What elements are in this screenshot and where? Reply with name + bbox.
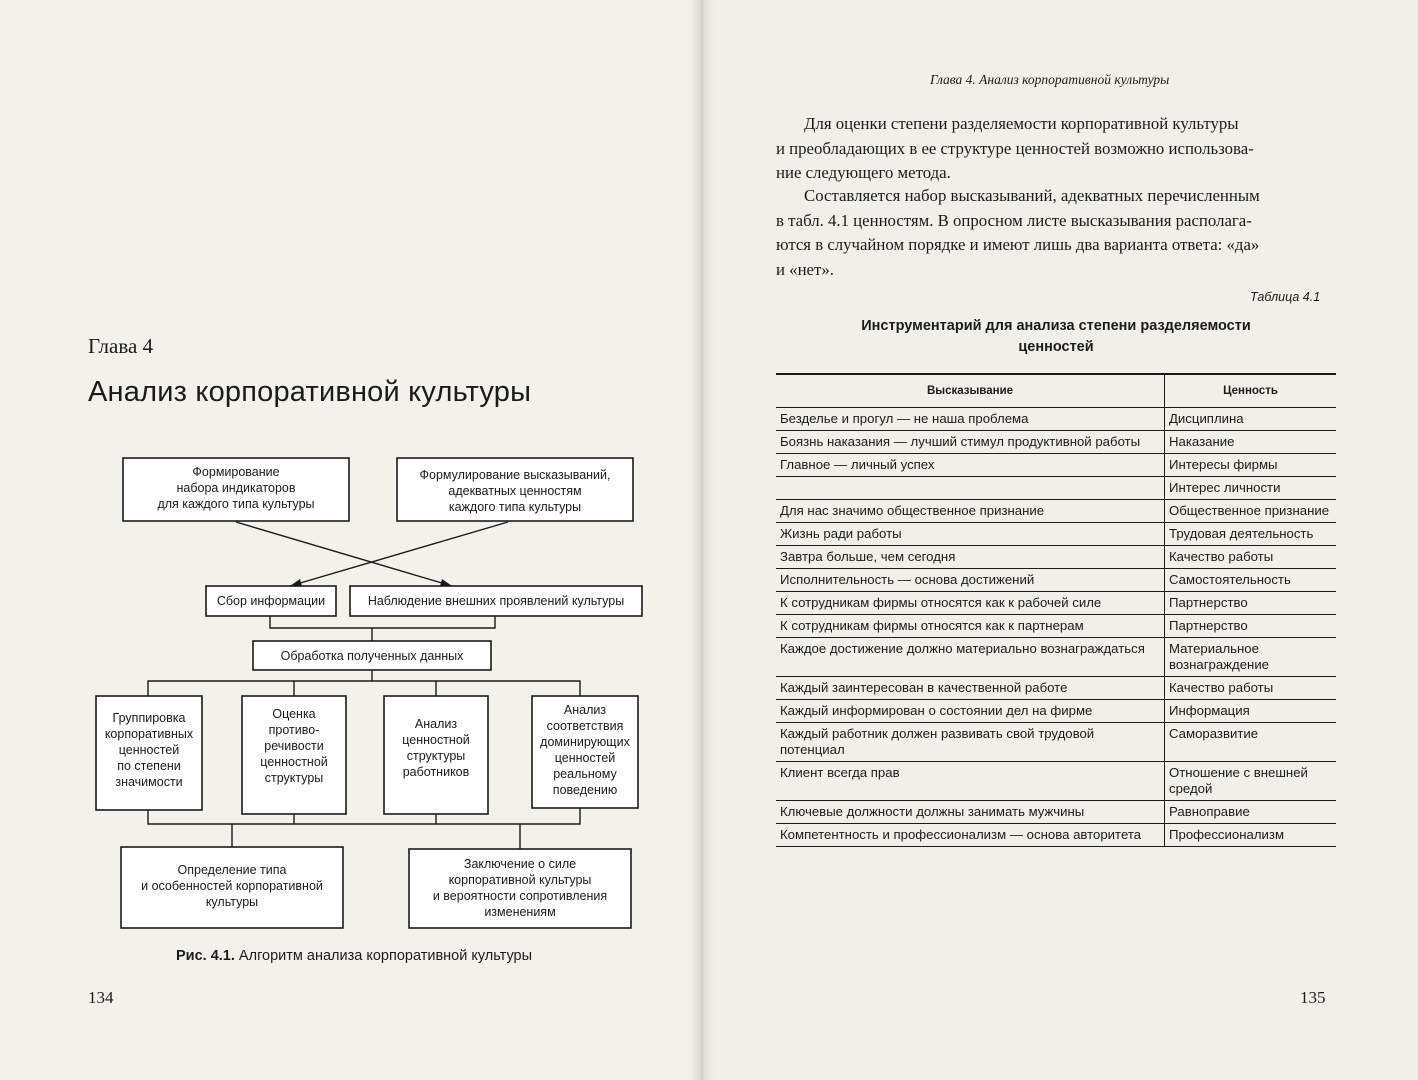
box-match-analysis-line4: ценностей: [554, 751, 616, 765]
paragraph-2-line1: Составляется набор высказываний, адекватных перечисленным: [804, 186, 1260, 205]
value-cell: Партнерство: [1165, 615, 1337, 638]
box-structure-analysis-line2: ценностной: [402, 733, 470, 747]
value-cell: Информация: [1165, 700, 1337, 723]
value-cell: Трудовая деятельность: [1165, 523, 1337, 546]
value-cell: Наказание: [1165, 431, 1337, 454]
table-row: [776, 700, 1336, 723]
table-title-line1: Инструментарий для анализа степени разделяемости: [861, 318, 1251, 334]
table-row: [776, 546, 1336, 569]
box-group-values-line3: ценностей: [118, 743, 180, 757]
table-row: [776, 523, 1336, 546]
arrowhead-1: [440, 579, 452, 586]
box-group-values-line5: значимости: [115, 775, 183, 789]
box-conclusion-strength-line4: изменениям: [484, 905, 556, 919]
left-page: [0, 0, 700, 1080]
value-cell: Общественное признание: [1165, 500, 1337, 523]
chapter-label: Глава 4: [88, 334, 154, 358]
paragraph-1-line3: ние следующего метода.: [776, 163, 951, 182]
value-cell: Партнерство: [1165, 592, 1337, 615]
box-structure-analysis-line4: работников: [402, 765, 470, 779]
table-row: [776, 824, 1336, 847]
paragraph-2-line4: и «нет».: [776, 259, 834, 279]
box-match-analysis-line3: доминирующих: [540, 735, 630, 749]
page-number-right: 135: [1300, 988, 1326, 1007]
connector-fanin: [148, 808, 580, 824]
arrowhead-2: [290, 579, 302, 586]
box-conclusion-strength-line2: корпоративной культуры: [448, 873, 592, 887]
box-structure-analysis-line1: Анализ: [414, 717, 458, 731]
values-table: [776, 373, 1336, 847]
value-cell: Интерес личности: [1165, 477, 1337, 500]
table-row: [776, 500, 1336, 523]
statement-cell: Каждый заинтересован в качественной работе: [776, 677, 1165, 700]
connector-collect-process: [270, 616, 495, 628]
value-cell: Дисциплина: [1165, 408, 1337, 431]
connector-fanout: [148, 681, 580, 696]
box-contradiction-line3: речивости: [264, 739, 324, 753]
box-group-values-line4: по степени: [117, 759, 181, 773]
box-collect-info-text: Сбор информации: [216, 594, 326, 608]
paragraph-1-line2: и преобладающих в ее структуре ценностей возможно использова-: [776, 138, 1254, 158]
box-form-statements-line3: каждого типа культуры: [448, 500, 582, 514]
figure-caption-label: Рис. 4.1.: [176, 948, 235, 964]
statement-cell: Главное — личный успех: [776, 454, 1165, 477]
box-match-analysis-line5: реальному: [553, 767, 617, 781]
figure-caption: [176, 948, 532, 964]
statement-cell: Безделье и прогул — не наша проблема: [776, 408, 1165, 431]
flowchart-figure: [0, 0, 700, 1000]
page-number-left: 134: [88, 988, 114, 1007]
statement-cell: Ключевые должности должны занимать мужчины: [776, 801, 1165, 824]
paragraph-2-line2: в табл. 4.1 ценностям. В опросном листе высказывания располага-: [776, 210, 1252, 230]
table-header-row: [776, 374, 1336, 408]
box-form-indicators-line2: набора индикаторов: [176, 481, 296, 495]
table-row: [776, 723, 1336, 762]
statement-cell: Каждое достижение должно материально вознаграждаться: [776, 638, 1165, 677]
box-contradiction-line4: ценностной: [260, 755, 328, 769]
statement-cell: Для нас значимо общественное признание: [776, 500, 1165, 523]
box-observe-text: Наблюдение внешних проявлений культуры: [367, 594, 625, 608]
box-group-values-line1: Группировка: [112, 711, 186, 725]
paragraph-1: [776, 112, 1336, 186]
box-form-indicators-line3: для каждого типа культуры: [157, 497, 315, 511]
statement-cell: Компетентность и профессионализм — основа авторитета: [776, 824, 1165, 847]
paragraph-2: [776, 184, 1336, 282]
table-row: [776, 615, 1336, 638]
box-contradiction-line2: противо-: [268, 723, 320, 737]
table-title-line2: ценностей: [1018, 339, 1094, 355]
table-row: [776, 592, 1336, 615]
statement-cell: Боязнь наказания — лучший стимул продуктивной работы: [776, 431, 1165, 454]
table-row: [776, 677, 1336, 700]
value-cell: Профессионализм: [1165, 824, 1337, 847]
box-form-indicators-line1: Формирование: [192, 465, 280, 479]
statement-cell: Клиент всегда прав: [776, 762, 1165, 801]
book-gutter: [690, 0, 714, 1080]
box-contradiction-line1: Оценка: [272, 707, 316, 721]
value-cell: Качество работы: [1165, 677, 1337, 700]
box-match-analysis-line2: соответствия: [546, 719, 624, 733]
value-cell: Равноправие: [1165, 801, 1337, 824]
box-match-analysis-line6: поведению: [552, 783, 618, 797]
table-row: [776, 638, 1336, 677]
value-cell: Материальное вознаграждение: [1165, 638, 1337, 677]
table-row: [776, 569, 1336, 592]
value-cell: Саморазвитие: [1165, 723, 1337, 762]
value-cell: Самостоятельность: [1165, 569, 1337, 592]
value-cell: Отношение с внешней средой: [1165, 762, 1337, 801]
table-row: [776, 477, 1336, 500]
chapter-title: Анализ корпоративной культуры: [88, 376, 532, 408]
statement-cell: К сотрудникам фирмы относятся как к рабочей силе: [776, 592, 1165, 615]
paragraph-1-line1: Для оценки степени разделяемости корпоративной культуры: [804, 114, 1239, 133]
figure-caption-text: Алгоритм анализа корпоративной культуры: [234, 948, 533, 964]
arrow-cross-1: [236, 522, 452, 586]
statement-cell: [776, 477, 1165, 500]
box-form-statements-line1: Формулирование высказываний,: [419, 468, 611, 482]
value-cell: Интересы фирмы: [1165, 454, 1337, 477]
table-row: [776, 408, 1336, 431]
box-define-type-line3: культуры: [205, 895, 259, 909]
box-conclusion-strength-line3: и вероятности сопротивления: [432, 889, 608, 903]
table-label: Таблица 4.1: [1250, 290, 1321, 304]
box-match-analysis-line1: Анализ: [563, 703, 607, 717]
box-process-data-text: Обработка полученных данных: [280, 649, 464, 663]
table-row: [776, 431, 1336, 454]
box-define-type-line1: Определение типа: [177, 863, 287, 877]
table-title: [776, 316, 1336, 358]
statement-cell: Каждый информирован о состоянии дел на фирме: [776, 700, 1165, 723]
table-row: [776, 801, 1336, 824]
statement-cell: Исполнительность — основа достижений: [776, 569, 1165, 592]
table-row: [776, 454, 1336, 477]
col-value-header: Ценность: [1165, 374, 1337, 408]
statement-cell: К сотрудникам фирмы относятся как к партнерам: [776, 615, 1165, 638]
box-define-type-line2: и особенностей корпоративной: [141, 879, 323, 893]
table-row: [776, 762, 1336, 801]
paragraph-2-line3: ются в случайном порядке и имеют лишь два варианта ответа: «да»: [776, 235, 1260, 254]
box-contradiction-line5: структуры: [264, 771, 324, 785]
box-group-values-line2: корпоративных: [104, 727, 194, 741]
statement-cell: Каждый работник должен развивать свой трудовой потенциал: [776, 723, 1165, 762]
value-cell: Качество работы: [1165, 546, 1337, 569]
running-head: Глава 4. Анализ корпоративной культуры: [930, 72, 1170, 87]
statement-cell: Жизнь ради работы: [776, 523, 1165, 546]
col-statement-header: Высказывание: [776, 374, 1165, 408]
box-structure-analysis-line3: структуры: [406, 749, 466, 763]
box-form-statements-line2: адекватных ценностям: [448, 484, 582, 498]
statement-cell: Завтра больше, чем сегодня: [776, 546, 1165, 569]
box-conclusion-strength-line1: Заключение о силе: [463, 857, 577, 871]
arrow-cross-2: [290, 522, 508, 586]
